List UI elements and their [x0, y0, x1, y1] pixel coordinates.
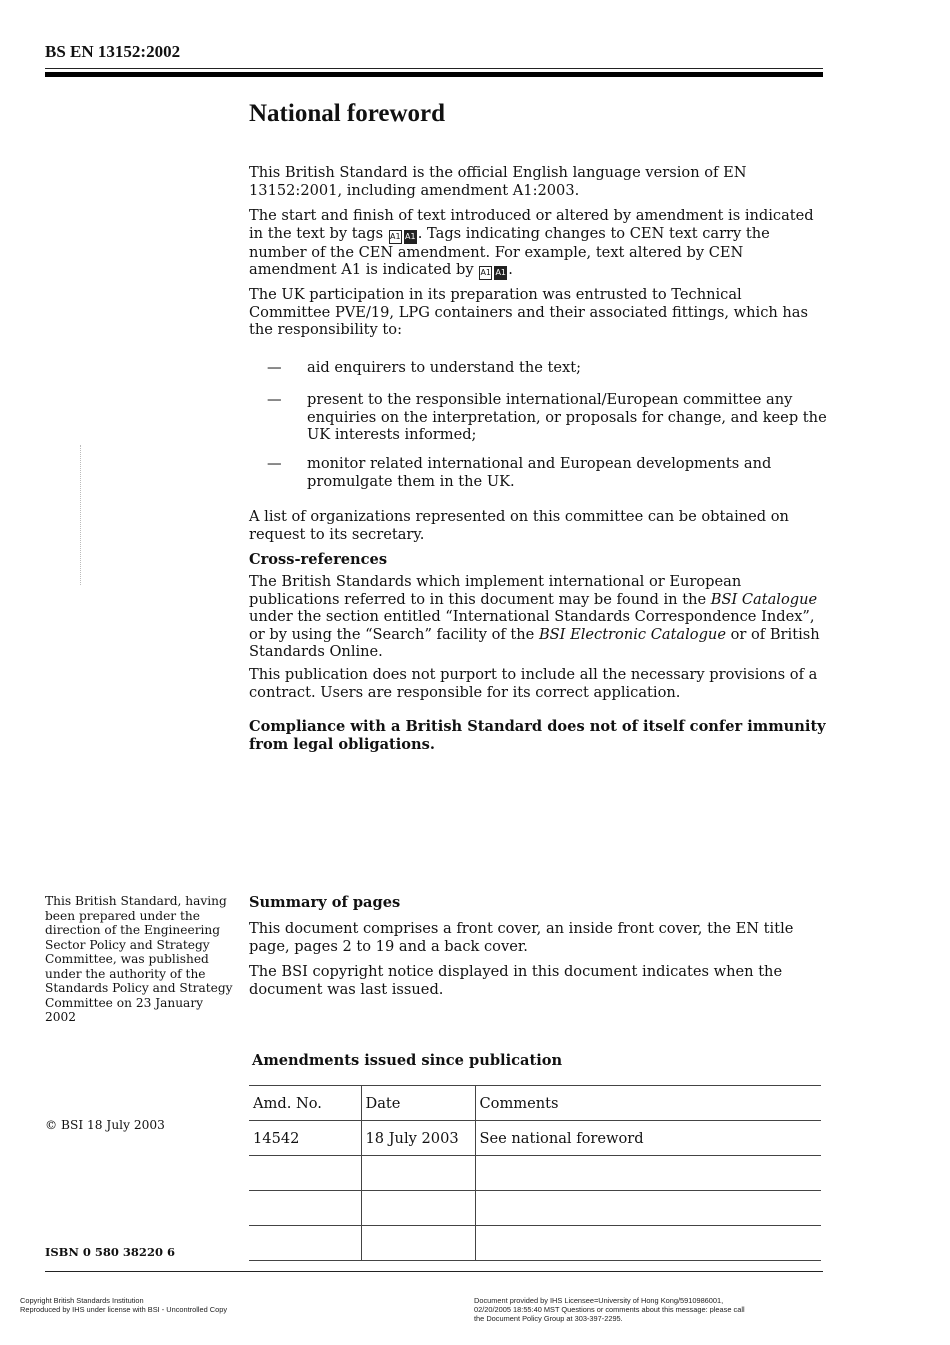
- cell-comments: See national foreword: [475, 1121, 821, 1156]
- table-row: [249, 1121, 821, 1156]
- committee-list-paragraph: A list of organizations represented on this committee can be obtained on request to its secretary.: [249, 508, 789, 543]
- summary-heading: Summary of pages: [249, 894, 401, 911]
- footer-contact: the Document Policy Group at 303-397-2295.: [474, 1313, 623, 1323]
- cell-date: [361, 1156, 475, 1191]
- footer-right: [474, 1297, 804, 1323]
- dash-icon: —: [267, 359, 282, 376]
- amendments-title: Amendments issued since publication: [252, 1052, 563, 1069]
- footer-left: [20, 1297, 320, 1315]
- para-text: The start and finish of text introduced or altered by amendment is indicated in the text by tags: [249, 207, 814, 242]
- para-text: or of British Standards Online.: [249, 625, 820, 661]
- amendment-start-tag-icon: A1: [389, 230, 402, 244]
- footer-license: Reproduced by IHS under license with BSI - Uncontrolled Copy: [20, 1304, 228, 1314]
- participation-paragraph: The UK participation in its preparation was entrusted to Technical Committee PVE/19, LPG containers and their associated fittings, which has the responsibility to:: [249, 286, 809, 339]
- footer-provider: Document provided by IHS Licensee=University of Hong Kong/5910986001,: [474, 1296, 724, 1305]
- compliance-statement: Compliance with a British Standard does not of itself confer immunity from legal obligations.: [249, 718, 826, 753]
- electronic-catalogue-title: BSI Electronic Catalogue: [538, 625, 726, 643]
- list-item-text: present to the responsible international/European committee any enquiries on the interpretation, or proposals for change, and keep the UK interests informed;: [307, 391, 827, 444]
- cell-date: [361, 1191, 475, 1226]
- header-rule-thin: [45, 68, 823, 69]
- summary-paragraph: This document comprises a front cover, an inside front cover, the EN title page, pages 2 to 19 and a back cover.: [249, 920, 794, 955]
- cell-date: [361, 1226, 475, 1261]
- footer-copyright: Copyright British Standards Institution: [20, 1296, 144, 1305]
- table-header-row: [249, 1086, 821, 1121]
- table-row: [249, 1191, 821, 1226]
- page-title: National foreword: [249, 100, 446, 127]
- para-text: . Tags indicating changes to CEN text carry the number of the CEN amendment. For example, text altered by CEN amendment A1 is indicated by: [249, 224, 770, 279]
- list-item-text: monitor related international and European developments and promulgate them in the UK.: [307, 455, 772, 490]
- intro-paragraph: This British Standard is the official English language version of EN 13152:2001, including amendment A1:2003.: [249, 164, 747, 199]
- cell-date: 18 July 2003: [361, 1121, 475, 1156]
- footer-rule: [45, 1271, 823, 1272]
- amendment-tags-paragraph: [249, 207, 827, 280]
- column-header-amd-no: Amd. No.: [249, 1086, 361, 1121]
- margin-dots: [80, 445, 82, 585]
- publication-note: This British Standard, having been prepared under the direction of the Engineering Sector Policy and Strategy Committee, was published under the authority of the Standards Policy and Strategy Committee on 23 January 2002: [45, 894, 233, 1024]
- cell-amd-no: 14542: [249, 1121, 361, 1156]
- column-header-date: Date: [361, 1086, 475, 1121]
- cross-references-paragraph: [249, 573, 827, 661]
- list-item-text: aid enquirers to understand the text;: [307, 359, 582, 376]
- column-header-comments: Comments: [475, 1086, 821, 1121]
- table-row: [249, 1226, 821, 1261]
- amendment-start-tag-icon: A1: [479, 266, 492, 280]
- para-text: The British Standards which implement international or European publications referred to in this document may be found in the: [249, 573, 742, 608]
- copyright-notice-paragraph: The BSI copyright notice displayed in this document indicates when the document was last issued.: [249, 963, 783, 998]
- cell-comments: [475, 1191, 821, 1226]
- amendment-end-tag-icon: A1: [494, 266, 507, 280]
- footer-timestamp: 02/20/2005 18:55:40 MST Questions or comments about this message: please call: [474, 1304, 745, 1314]
- table-row: [249, 1156, 821, 1191]
- para-text: .: [508, 261, 513, 279]
- cell-amd-no: [249, 1226, 361, 1261]
- cell-comments: [475, 1226, 821, 1261]
- cross-references-heading: Cross-references: [249, 551, 388, 568]
- provisions-paragraph: This publication does not purport to include all the necessary provisions of a contract. Users are responsible for its correct application.: [249, 666, 818, 701]
- copyright-date: © BSI 18 July 2003: [45, 1118, 165, 1132]
- cell-comments: [475, 1156, 821, 1191]
- dash-icon: —: [267, 391, 282, 408]
- para-text: under the section entitled “International Standards Correspondence Index”, or by using the “Search” facility of the: [249, 608, 815, 643]
- dash-icon: —: [267, 455, 282, 472]
- amendments-table: [249, 1085, 821, 1261]
- catalogue-title: BSI Catalogue: [710, 590, 818, 608]
- header-rule-thick: [45, 72, 823, 77]
- document-code: BS EN 13152:2002: [45, 42, 181, 61]
- cell-amd-no: [249, 1191, 361, 1226]
- isbn: ISBN 0 580 38220 6: [45, 1245, 175, 1259]
- cell-amd-no: [249, 1156, 361, 1191]
- amendment-end-tag-icon: A1: [404, 230, 417, 244]
